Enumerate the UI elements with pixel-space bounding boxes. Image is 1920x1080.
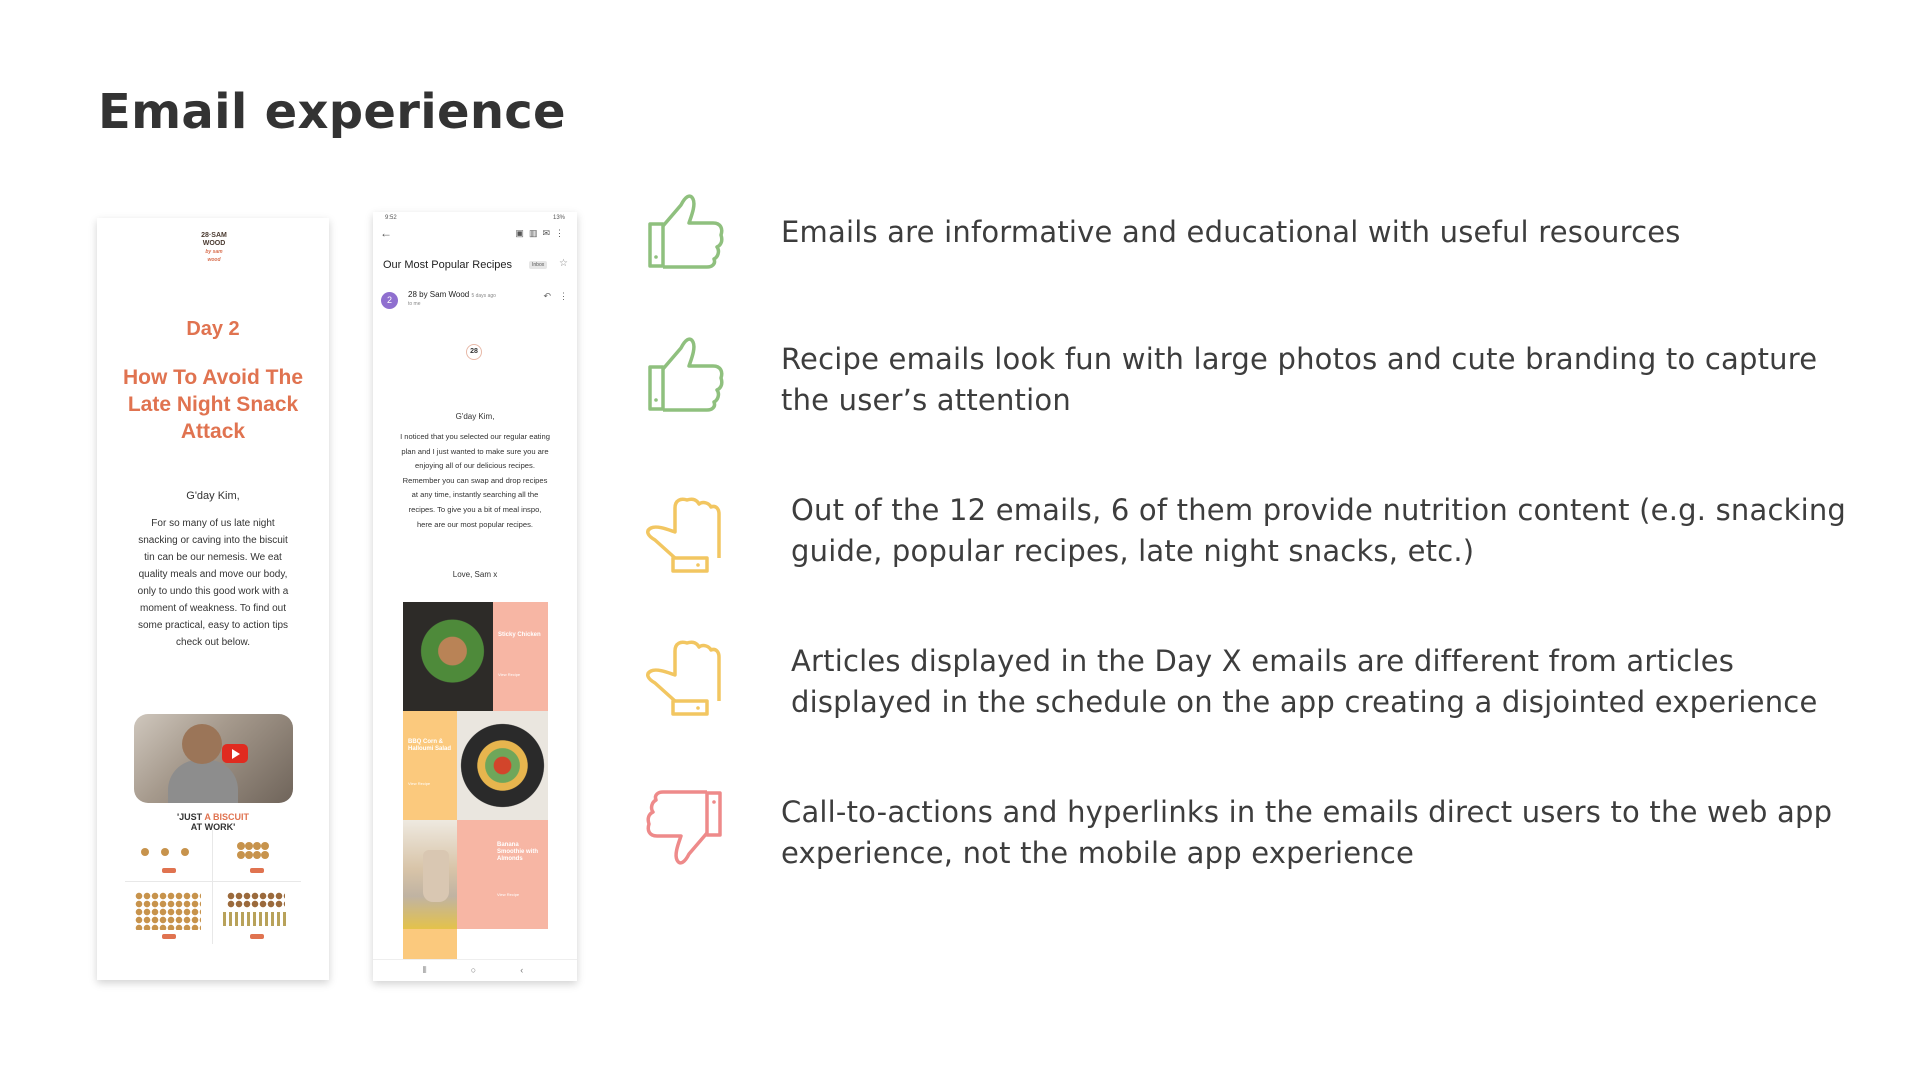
email-greeting: G'day Kim, — [186, 490, 240, 502]
archive-icon[interactable]: ▣ — [515, 228, 529, 238]
view-recipe-link[interactable]: View Recipe — [408, 781, 431, 786]
recipe-title: Banana Smoothie with Almonds — [497, 842, 538, 862]
brand-logo: 28·SAM WOOD by sam wood — [201, 232, 227, 263]
email-toolbar — [515, 228, 569, 239]
reply-icon[interactable]: ↶ — [543, 291, 551, 301]
finding-text: Recipe emails look fun with large photos and cute branding to capture the user’s attention — [781, 342, 1818, 417]
infographic-title: 'JUST A BISCUIT AT WORK' — [177, 812, 249, 832]
recipe-title: Sticky Chicken — [498, 632, 541, 638]
video-thumbnail[interactable] — [134, 714, 293, 803]
thumbs-up-icon — [645, 336, 725, 416]
recipe-tile[interactable] — [493, 602, 548, 711]
mail-icon[interactable]: ✉ — [542, 228, 555, 238]
back-arrow-icon[interactable]: ← — [380, 226, 392, 240]
sender-name: 28 by Sam Wood 5 days ago — [408, 290, 496, 299]
recipient-label[interactable]: to me — [408, 301, 421, 307]
view-recipe-link[interactable]: View Recipe — [498, 672, 521, 677]
finding-text: Articles displayed in the Day X emails are different from articles displayed in the schedule on the app creating a disjointed experience — [791, 644, 1818, 719]
thumbs-up-icon — [645, 193, 725, 273]
finding-text: Out of the 12 emails, 6 of them provide nutrition content (e.g. snacking guide, popular recipes, late night snacks, etc.) — [791, 493, 1847, 568]
brand-logo: 28 — [466, 344, 482, 360]
day-email-mockup — [97, 218, 329, 980]
recipe-tile[interactable] — [457, 820, 548, 929]
email-body: I noticed that you selected our regular eating plan and I just wanted to make sure you are enjoying all of our delicious recipes. Remember you can swap and drop recipes at any time, instantly searching all the recipes. To give you a bit of meal inspo, here are our most popular recipes. — [400, 432, 550, 529]
email-body: For so many of us late night snacking or caving into the biscuit tin can be our nemesis. We eat quality meals and move our body, only to undo this good work with a moment of weakness. To find out some practical, easy to action tips check out below. — [137, 518, 289, 648]
back-nav-icon[interactable]: ‹ — [520, 965, 568, 975]
recipe-title: BBQ Corn & Halloumi Salad — [408, 739, 452, 752]
star-icon[interactable]: ☆ — [559, 258, 568, 269]
email-subject: Our Most Popular Recipes — [383, 259, 512, 271]
infographic-cell — [125, 830, 213, 882]
phone-email-mockup — [373, 212, 577, 981]
more-vert-icon[interactable]: ⋮ — [555, 228, 569, 238]
recipe-photo[interactable] — [403, 820, 457, 929]
home-icon[interactable]: ○ — [470, 965, 521, 975]
infographic-cell — [125, 882, 213, 944]
more-vert-icon[interactable]: ⋮ — [559, 291, 568, 301]
thumbs-sideways-icon — [645, 637, 725, 717]
email-day-label: Day 2 — [186, 318, 240, 340]
recipe-photo[interactable] — [457, 711, 548, 820]
email-greeting: G'day Kim, — [455, 412, 495, 421]
email-headline: How To Avoid The Late Night Snack Attack — [122, 366, 304, 443]
delete-icon[interactable]: ▥ — [528, 228, 543, 238]
infographic-cell — [213, 830, 301, 882]
status-time: 9:52 — [385, 215, 397, 221]
recipe-photo[interactable] — [403, 602, 493, 711]
infographic-cell — [213, 882, 301, 944]
recents-icon[interactable]: ⦀ — [422, 965, 471, 975]
thumbs-sideways-icon — [645, 494, 725, 574]
finding-text: Call-to-actions and hyperlinks in the emails direct users to the web app experience, not the mobile app experience — [781, 795, 1833, 870]
recipe-tile[interactable] — [403, 711, 457, 820]
slide-title: Email experience — [98, 84, 566, 140]
email-signoff: Love, Sam x — [452, 570, 498, 579]
play-icon[interactable] — [222, 744, 248, 763]
view-recipe-link[interactable]: View Recipe — [497, 892, 520, 897]
inbox-label[interactable]: Inbox — [529, 261, 547, 269]
android-nav-bar — [373, 959, 577, 981]
thumbs-down-icon — [645, 786, 725, 866]
finding-text: Emails are informative and educational with useful resources — [781, 215, 1681, 249]
sender-avatar: 2 — [381, 292, 398, 309]
status-battery: 13% — [552, 215, 565, 221]
